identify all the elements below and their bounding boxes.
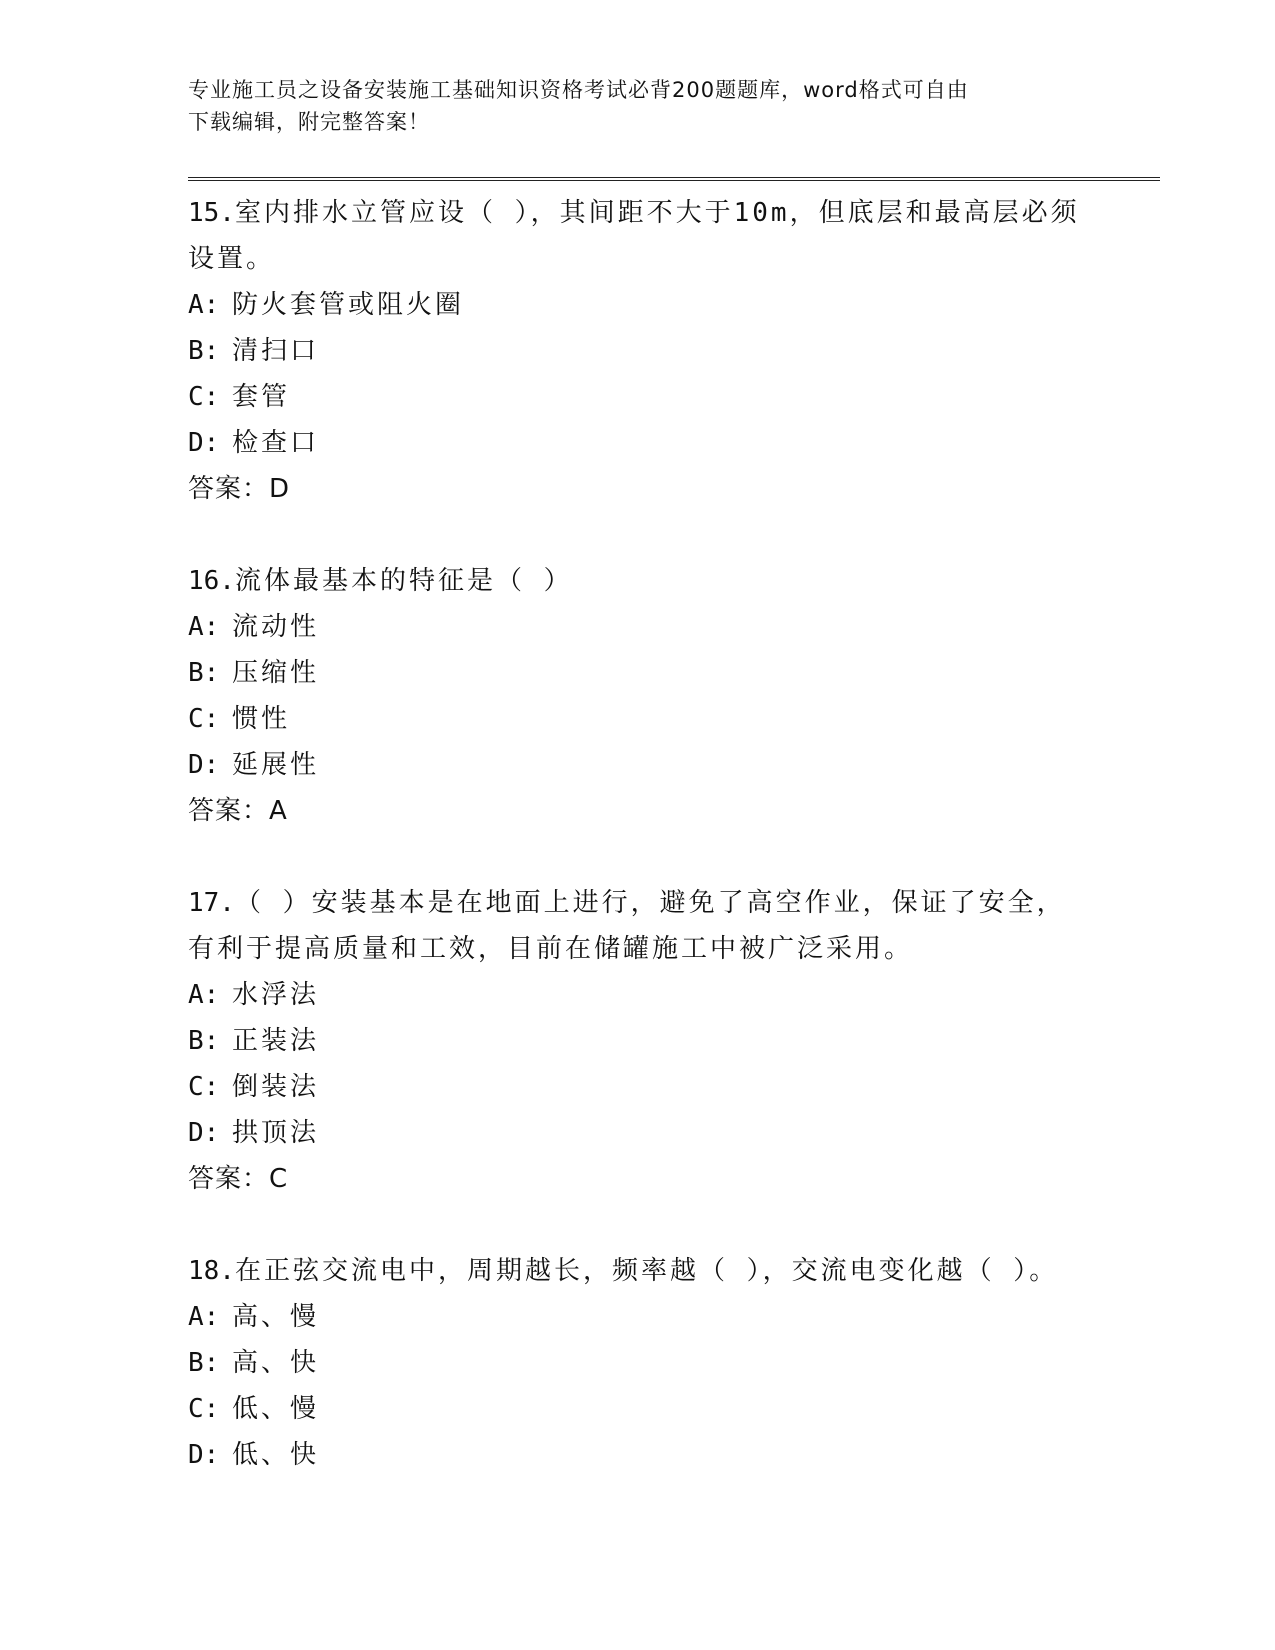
document-header (188, 74, 1088, 138)
question-text-line-2: 有利于提高质量和工效，目前在储罐施工中被广泛采用。 (188, 934, 914, 964)
option-c (188, 374, 1088, 420)
question-list (188, 190, 1088, 1524)
option-key: C: (188, 382, 220, 412)
option-text: 水浮法 (232, 980, 320, 1010)
question-text-line-1: 室内排水立管应设（ ），其间距不大于10m，但底层和最高层必须 (234, 198, 1080, 228)
option-text: 低、快 (232, 1440, 320, 1470)
question-number: 16. (188, 566, 235, 596)
option-text: 拱顶法 (232, 1118, 320, 1148)
option-key: C: (188, 1072, 220, 1102)
option-a (188, 282, 1088, 328)
header-divider (188, 177, 1160, 181)
question-number: 15. (188, 198, 235, 228)
option-key: B: (188, 336, 220, 366)
option-key: D: (188, 1118, 220, 1148)
option-b (188, 1018, 1088, 1064)
option-text: 防火套管或阻火圈 (232, 290, 465, 320)
question-text (188, 1248, 1088, 1294)
question-16 (188, 558, 1088, 834)
option-key: B: (188, 1348, 220, 1378)
option-text: 压缩性 (232, 658, 320, 688)
answer: 答案：D (188, 474, 291, 504)
option-text: 清扫口 (232, 336, 320, 366)
option-d (188, 1432, 1088, 1478)
option-a (188, 1294, 1088, 1340)
option-d (188, 742, 1088, 788)
answer: 答案：C (188, 1164, 289, 1194)
option-key: C: (188, 1394, 220, 1424)
question-text-line-2: 设置。 (188, 244, 276, 274)
option-d (188, 420, 1088, 466)
option-a (188, 972, 1088, 1018)
option-key: A: (188, 980, 220, 1010)
option-text: 倒装法 (232, 1072, 320, 1102)
question-17 (188, 880, 1088, 1202)
question-number: 18. (188, 1256, 235, 1286)
option-c (188, 1386, 1088, 1432)
option-a (188, 604, 1088, 650)
option-key: A: (188, 1302, 220, 1332)
option-b (188, 1340, 1088, 1386)
option-c (188, 696, 1088, 742)
option-text: 高、快 (232, 1348, 320, 1378)
question-text (188, 558, 1088, 604)
option-key: B: (188, 658, 220, 688)
option-text: 惯性 (232, 704, 291, 734)
question-text-line-1: （ ）安装基本是在地面上进行，避免了高空作业，保证了安全， (234, 888, 1066, 918)
question-number: 17. (188, 888, 235, 918)
option-text: 正装法 (232, 1026, 320, 1056)
question-text-line-1: 流体最基本的特征是（ ） (234, 566, 573, 596)
header-line-2: 下载编辑，附完整答案！ (188, 110, 430, 134)
option-b (188, 650, 1088, 696)
option-d (188, 1110, 1088, 1156)
question-text-line-1: 在正弦交流电中，周期越长，频率越（ ），交流电变化越（ ）。 (234, 1256, 1059, 1286)
option-text: 高、慢 (232, 1302, 320, 1332)
option-key: A: (188, 612, 220, 642)
question-text (188, 190, 1088, 236)
option-key: B: (188, 1026, 220, 1056)
option-key: C: (188, 704, 220, 734)
option-b (188, 328, 1088, 374)
option-text: 检查口 (232, 428, 320, 458)
option-text: 流动性 (232, 612, 320, 642)
option-text: 套管 (232, 382, 291, 412)
question-15 (188, 190, 1088, 512)
option-key: D: (188, 428, 220, 458)
answer: 答案：A (188, 796, 288, 826)
header-line-1: 专业施工员之设备安装施工基础知识资格考试必背200题题库，word格式可自由 (188, 78, 969, 102)
question-18 (188, 1248, 1088, 1478)
option-text: 低、慢 (232, 1394, 320, 1424)
option-key: A: (188, 290, 220, 320)
option-text: 延展性 (232, 750, 320, 780)
question-text (188, 880, 1088, 926)
option-c (188, 1064, 1088, 1110)
option-key: D: (188, 1440, 220, 1470)
option-key: D: (188, 750, 220, 780)
